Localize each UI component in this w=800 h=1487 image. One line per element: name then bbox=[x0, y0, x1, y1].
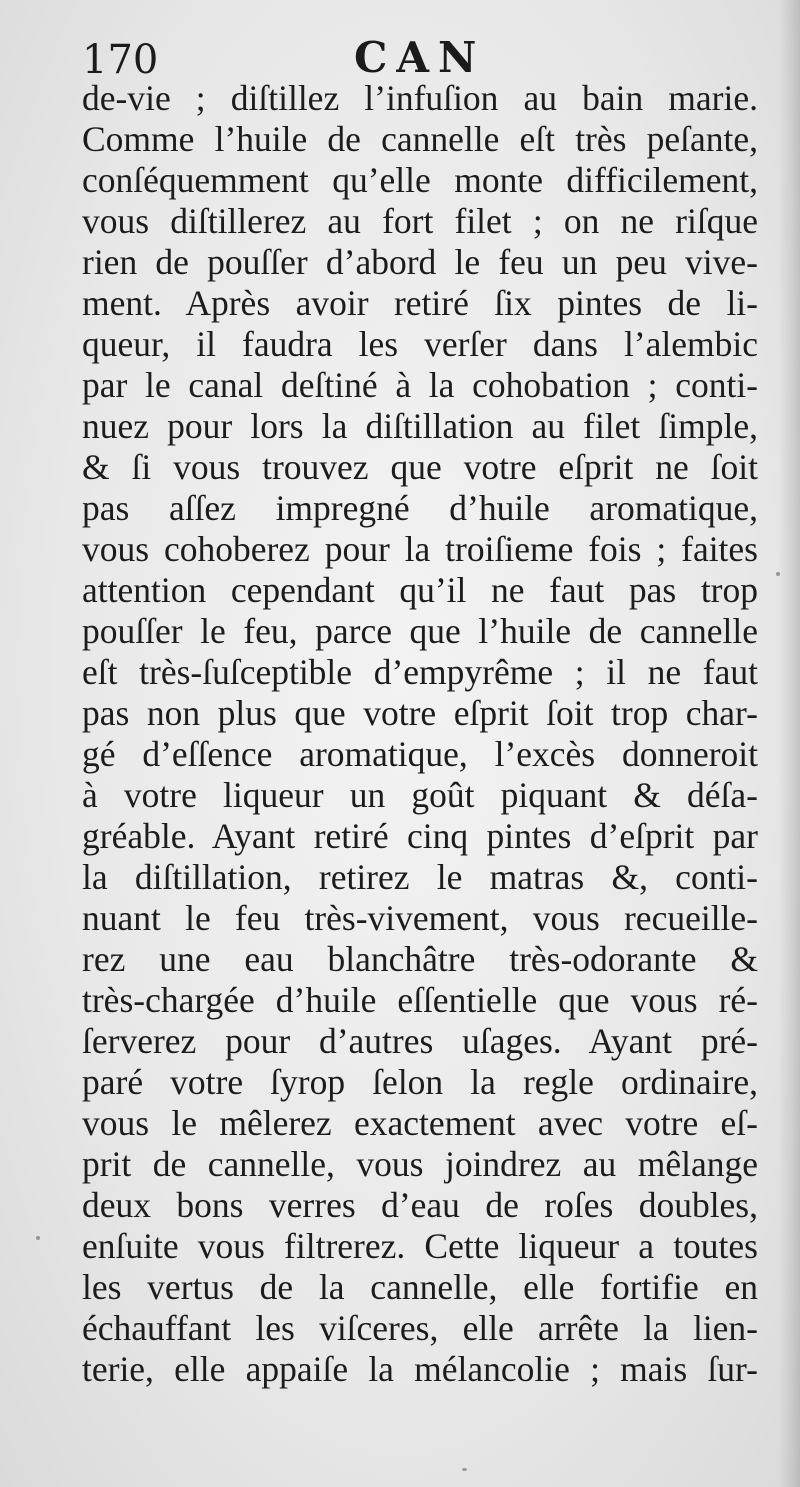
text-line: pas aſſez impregné d’huile aromatique, bbox=[82, 488, 758, 528]
text-line: ſerverez pour d’autres uſages. Ayant pré- bbox=[82, 1021, 758, 1061]
text-line: paré votre ſyrop ſelon la regle ordinaire, bbox=[82, 1062, 758, 1102]
page-edge-shadow bbox=[778, 0, 800, 1487]
text-line: gé d’eſſence aromatique, l’excès donneroit bbox=[82, 734, 758, 774]
text-line: ment. Après avoir retiré ſix pintes de li- bbox=[82, 283, 758, 323]
text-line: vous le mêlerez exactement avec votre eſ- bbox=[82, 1103, 758, 1143]
text-line: les vertus de la cannelle, elle fortifie en bbox=[82, 1267, 758, 1307]
text-line: vous diſtillerez au fort filet ; on ne riſque bbox=[82, 201, 758, 241]
text-line: vous cohoberez pour la troiſieme fois ; faites bbox=[82, 529, 758, 569]
text-line: queur, il faudra les verſer dans l’alembic bbox=[82, 324, 758, 364]
text-line: enſuite vous filtrerez. Cette liqueur a toutes bbox=[82, 1226, 758, 1266]
text-line: par le canal deſtiné à la cohobation ; conti- bbox=[82, 365, 758, 405]
text-line: & ſi vous trouvez que votre eſprit ne ſoit bbox=[82, 447, 758, 487]
text-line: nuant le feu très-vivement, vous recueille- bbox=[82, 898, 758, 938]
text-line: nuez pour lors la diſtillation au filet ſimple, bbox=[82, 406, 758, 446]
text-line: conſéquemment qu’elle monte difficilement, bbox=[82, 160, 758, 200]
body-text bbox=[82, 78, 758, 1390]
running-head: CAN bbox=[354, 33, 486, 82]
text-line: à votre liqueur un goût piquant & déſa- bbox=[82, 775, 758, 815]
text-line: très-chargée d’huile eſſentielle que vous ré- bbox=[82, 980, 758, 1020]
text-line: attention cependant qu’il ne faut pas trop bbox=[82, 570, 758, 610]
text-line: échauffant les viſceres, elle arrête la lien- bbox=[82, 1308, 758, 1348]
text-line: la diſtillation, retirez le matras &, conti- bbox=[82, 857, 758, 897]
page-number: 170 bbox=[82, 37, 159, 83]
text-line: rien de pouſſer d’abord le feu un peu vive- bbox=[82, 242, 758, 282]
text-line: Comme l’huile de cannelle eſt très peſante, bbox=[82, 119, 758, 159]
text-line: eſt très-ſuſceptible d’empyrême ; il ne faut bbox=[82, 652, 758, 692]
text-line: de-vie ; diſtillez l’infuſion au bain marie. bbox=[82, 78, 758, 118]
text-line: terie, elle appaiſe la mélancolie ; mais ſur- bbox=[82, 1349, 758, 1389]
text-line: pas non plus que votre eſprit ſoit trop char- bbox=[82, 693, 758, 733]
text-line: prit de cannelle, vous joindrez au mêlange bbox=[82, 1144, 758, 1184]
text-line: rez une eau blanchâtre très-odorante & bbox=[82, 939, 758, 979]
text-line: pouſſer le feu, parce que l’huile de cannelle bbox=[82, 611, 758, 651]
text-line: gréable. Ayant retiré cinq pintes d’eſprit par bbox=[82, 816, 758, 856]
text-line: deux bons verres d’eau de roſes doubles, bbox=[82, 1185, 758, 1225]
